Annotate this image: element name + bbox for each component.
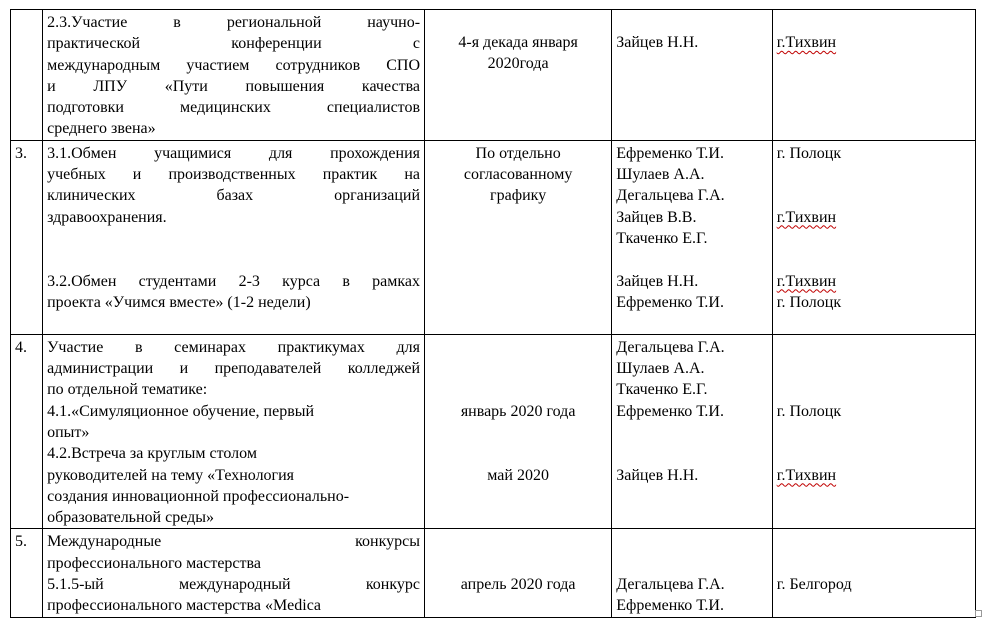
spacer xyxy=(616,553,767,574)
spacer xyxy=(777,531,971,552)
spacer xyxy=(429,337,607,358)
date-cell xyxy=(425,140,612,334)
date-line: апрель 2020 года xyxy=(460,576,576,594)
spacer xyxy=(429,358,607,379)
place-name: г. Белгород xyxy=(776,576,852,594)
activity-line: 4.2.Встреча за круглым столом xyxy=(47,445,257,463)
date-line: 4-я декада января xyxy=(458,34,578,51)
spacer xyxy=(616,249,767,270)
place-name: г. Полоцк xyxy=(776,144,842,162)
activity-cell xyxy=(43,529,425,617)
responsible-cell xyxy=(612,334,772,529)
activity-line: и ЛПУ «Пути повышения качества xyxy=(47,77,421,95)
responsible-name: Шулаев А.А. xyxy=(616,360,705,378)
date-line: май 2020 xyxy=(487,466,549,484)
place-name: г.Тихвин xyxy=(776,272,837,290)
activity-line: международным участием сотрудников СПО xyxy=(47,56,421,74)
responsible-name: Шулаев А.А. xyxy=(616,166,705,184)
activity-line: руководителей на тему «Технология xyxy=(47,466,295,484)
responsible-name: Зайцев В.В. xyxy=(616,208,697,226)
spacer xyxy=(777,358,971,379)
spacer xyxy=(429,379,607,400)
responsible-cell xyxy=(612,140,772,334)
activity-cell xyxy=(43,334,425,529)
activity-line: практической конференции с xyxy=(47,35,421,53)
table-row xyxy=(11,529,976,617)
responsible-name: Ткаченко Е.Г. xyxy=(616,381,708,399)
spacer xyxy=(777,337,971,358)
activity-line: 3.1.Обмен учащимися для прохождения xyxy=(47,144,421,162)
date-line: графику xyxy=(490,187,547,205)
spacer xyxy=(616,531,767,552)
date-line: январь 2020 года xyxy=(460,402,576,420)
spacer xyxy=(777,249,971,270)
responsible-name: Зайцев Н.Н. xyxy=(616,272,699,290)
responsible-name: Ефременко Т.И. xyxy=(616,293,724,311)
activity-line: Участие в семинарах практикумах для xyxy=(47,338,421,356)
activity-line: по отдельной тематике: xyxy=(47,381,208,399)
spacer xyxy=(777,185,971,206)
date-line: По отдельно xyxy=(475,144,561,162)
activity-line: профессионального мастерства «Medica xyxy=(47,597,321,615)
responsible-name: Дегальцева Г.А. xyxy=(616,576,725,594)
activity-line: подготовки медицинских специалистов xyxy=(47,99,421,117)
activity-line: администрации и преподавателей колледжей xyxy=(47,360,421,378)
responsible-name: Ефременко Т.И. xyxy=(616,144,724,162)
activity-line: создания инновационной профессионально- xyxy=(47,487,350,505)
place-cell xyxy=(772,10,975,141)
place-cell xyxy=(772,334,975,529)
row-number: 4. xyxy=(11,334,43,529)
spacer xyxy=(616,422,767,443)
activity-line: проекта «Учимся вместе» (1-2 недели) xyxy=(47,293,311,311)
activity-line: 4.1.«Симуляционное обучение, первый xyxy=(47,402,315,420)
activity-line: среднего звена» xyxy=(47,120,156,138)
place-name: г.Тихвин xyxy=(776,466,837,484)
activity-line: образовательной среды» xyxy=(47,509,214,527)
spacer xyxy=(429,443,607,464)
date-line: согласованному xyxy=(463,166,573,184)
responsible-name: Дегальцева Г.А. xyxy=(616,187,725,205)
row-number: 3. xyxy=(11,140,43,334)
activity-line: 5.1.5-ый международный конкурс xyxy=(47,576,421,594)
place-cell xyxy=(772,140,975,334)
plan-table xyxy=(10,9,976,618)
activity-line: опыт» xyxy=(47,423,90,441)
spacer xyxy=(616,443,767,464)
spacer xyxy=(777,228,971,249)
responsible-name: Ткаченко Е.Г. xyxy=(616,229,708,247)
row-number xyxy=(11,10,43,141)
responsible-name: Ефременко Т.И. xyxy=(616,597,724,615)
activity-line: профессионального мастерства xyxy=(47,554,261,572)
date-line: 2020года xyxy=(487,55,549,73)
activity-cell xyxy=(43,10,425,141)
spacer xyxy=(777,553,971,574)
date-cell xyxy=(425,10,612,141)
date-cell xyxy=(425,529,612,617)
responsible-name: Зайцев Н.Н. xyxy=(616,34,699,51)
date-cell xyxy=(425,334,612,529)
spacer xyxy=(47,228,420,249)
activity-line: 2.3.Участие в региональной научно- xyxy=(47,14,421,31)
spacer xyxy=(429,553,607,574)
responsible-name: Ефременко Т.И. xyxy=(616,402,724,420)
table-row xyxy=(11,334,976,529)
place-name: г. Полоцк xyxy=(776,293,842,311)
activity-line: Международные конкурсы xyxy=(47,533,421,551)
spacer xyxy=(777,379,971,400)
table-row xyxy=(11,140,976,334)
activity-line: клинических базах организаций xyxy=(47,187,421,205)
responsible-cell xyxy=(612,529,772,617)
responsible-cell xyxy=(612,10,772,141)
spacer xyxy=(47,249,420,270)
place-name: г.Тихвин xyxy=(776,208,837,226)
table-row xyxy=(11,10,976,141)
responsible-name: Зайцев Н.Н. xyxy=(616,466,699,484)
place-name: г.Тихвин xyxy=(776,34,837,51)
spacer xyxy=(777,164,971,185)
place-cell xyxy=(772,529,975,617)
spacer xyxy=(777,422,971,443)
responsible-name: Дегальцева Г.А. xyxy=(616,338,725,356)
activity-cell xyxy=(43,140,425,334)
activity-line: учебных и производственных практик на xyxy=(47,166,421,184)
spacer xyxy=(429,422,607,443)
row-number: 5. xyxy=(11,529,43,617)
activity-line: здравоохранения. xyxy=(47,208,167,226)
table-end-marker-icon xyxy=(975,610,982,617)
spacer xyxy=(429,531,607,552)
place-name: г. Полоцк xyxy=(776,402,842,420)
spacer xyxy=(777,443,971,464)
activity-line: 3.2.Обмен студентами 2-3 курса в рамках xyxy=(47,272,421,290)
